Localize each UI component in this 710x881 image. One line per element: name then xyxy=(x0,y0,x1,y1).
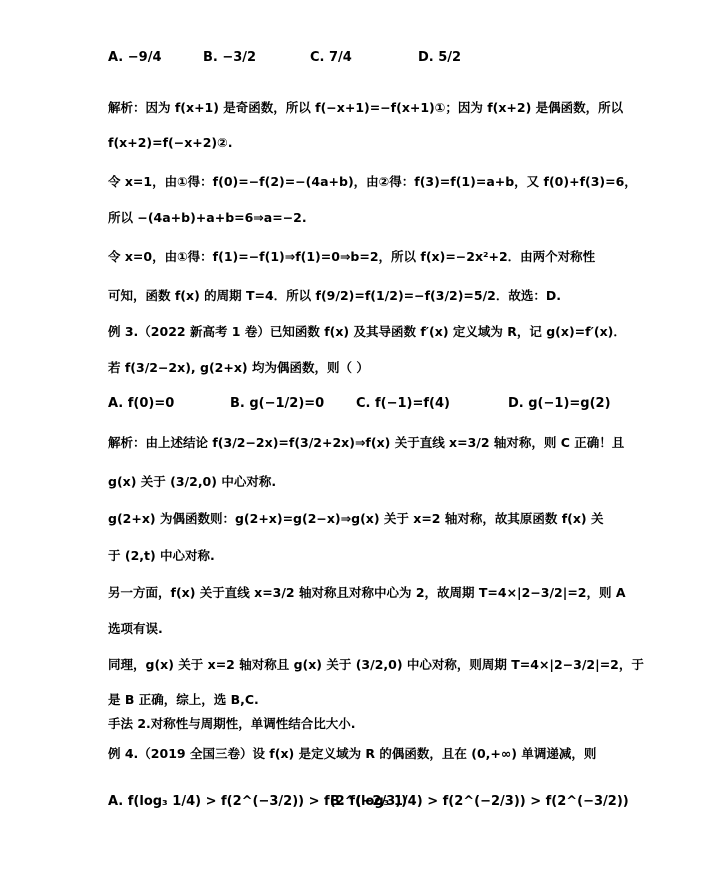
opt-row-3-option-a: A. f(log₃ 1/4) > f(2^(−3/2)) > f(2^(−2/3)) xyxy=(108,794,408,809)
line-16: 是 B 正确，综上，选 B,C. xyxy=(108,692,259,707)
opt-row-1-option-b: B. −3/2 xyxy=(203,50,257,65)
line-18: 例 4.（2019 全国三卷）设 f(x) 是定义域为 R 的偶函数，且在 (0,+∞) 单调递减，则 xyxy=(108,746,597,761)
line-12: 于 (2,t) 中心对称. xyxy=(108,548,215,563)
line-1: 解析：因为 f(x+1) 是奇函数，所以 f(−x+1)=−f(x+1)①；因为 f(x+2) 是偶函数，所以 xyxy=(108,100,624,115)
line-15: 同理，g(x) 关于 x=2 轴对称且 g(x) 关于 (3/2,0) 中心对称，则周期 T=4×|2−3/2|=2，于 xyxy=(108,657,644,672)
opt-row-2-option-b: B. g(−1/2)=0 xyxy=(230,396,325,411)
opt-row-1-option-a: A. −9/4 xyxy=(108,50,162,65)
line-7: 例 3.（2022 新高考 1 卷）已知函数 f(x) 及其导函数 f′(x) 定义域为 R，记 g(x)=f′(x)． xyxy=(108,324,626,339)
line-5: 令 x=0，由①得：f(1)=−f(1)⇒f(1)=0⇒b=2，所以 f(x)=−2x²+2．由两个对称性 xyxy=(108,249,596,264)
line-17: 手法 2.对称性与周期性，单调性结合比大小. xyxy=(108,716,356,731)
line-9: 解析：由上述结论 f(3/2−2x)=f(3/2+2x)⇒f(x) 关于直线 x=3/2 轴对称，则 C 正确！且 xyxy=(108,435,625,450)
line-14: 选项有误. xyxy=(108,621,163,636)
opt-row-1-option-d: D. 5/2 xyxy=(418,50,462,65)
line-11: g(2+x) 为偶函数则：g(2+x)=g(2−x)⇒g(x) 关于 x=2 轴对称，故其原函数 f(x) 关 xyxy=(108,511,604,526)
opt-row-1-option-c: C. 7/4 xyxy=(310,50,352,65)
line-13: 另一方面，f(x) 关于直线 x=3/2 轴对称且对称中心为 2，故周期 T=4×|2−3/2|=2，则 A xyxy=(108,585,626,600)
opt-row-2-option-a: A. f(0)=0 xyxy=(108,396,175,411)
line-3: 令 x=1，由①得：f(0)=−f(2)=−(4a+b)，由②得：f(3)=f(1)=a+b，又 f(0)+f(3)=6， xyxy=(108,174,637,189)
opt-row-2-option-d: D. g(−1)=g(2) xyxy=(508,396,611,411)
line-6: 可知，函数 f(x) 的周期 T=4．所以 f(9/2)=f(1/2)=−f(3/2)=5/2．故选：D. xyxy=(108,288,561,303)
opt-row-2-option-c: C. f(−1)=f(4) xyxy=(356,396,450,411)
line-10: g(x) 关于 (3/2,0) 中心对称. xyxy=(108,474,277,489)
opt-row-3-option-b: B. f(log₃ 1/4) > f(2^(−2/3)) > f(2^(−3/2)) xyxy=(330,794,629,809)
line-8: 若 f(3/2−2x), g(2+x) 均为偶函数，则（ ） xyxy=(108,360,369,375)
line-2: f(x+2)=f(−x+2)②. xyxy=(108,135,233,150)
line-4: 所以 −(4a+b)+a+b=6⇒a=−2. xyxy=(108,210,307,225)
